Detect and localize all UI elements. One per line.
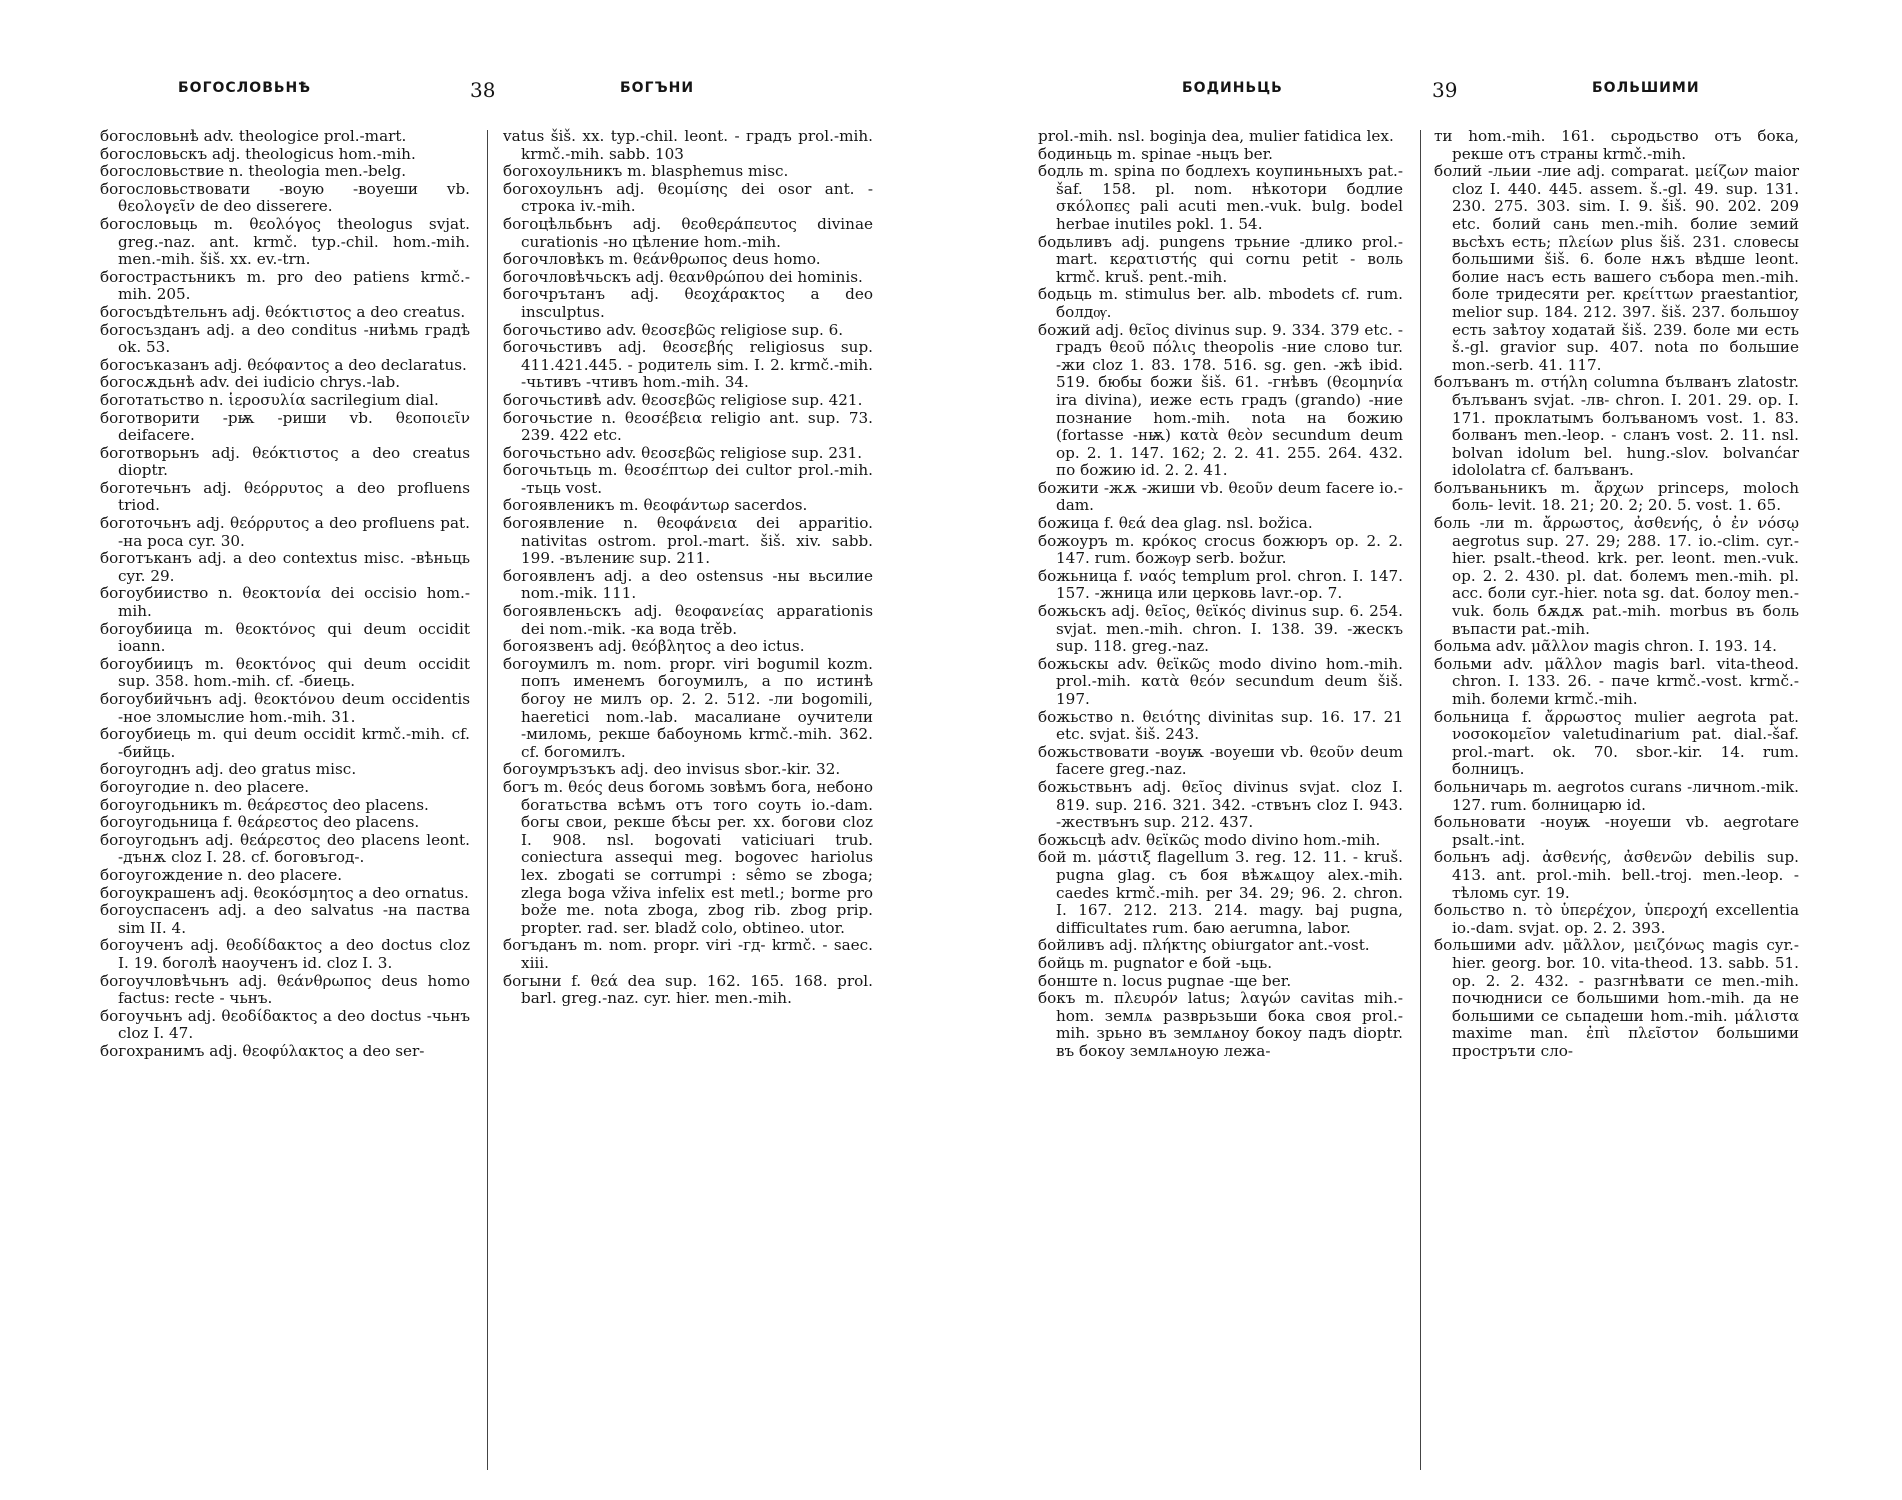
running-head-right: БОЛЬШИМИ bbox=[1592, 80, 1700, 96]
dictionary-entry: prol.-mih. nsl. boginja dea, mulier fatidica lex. bbox=[1038, 127, 1394, 145]
dictionary-entry: бонште n. locus pugnae -ще ber. bbox=[1038, 971, 1292, 990]
running-head-right: БОГЪНИ bbox=[620, 80, 695, 96]
dictionary-entry: больница f. ἄρρωστος mulier aegrota pat. νοσοκομεῖον valetudinarium pat. dial.-šaf. prol.-mart. ok. 70. sbor.-kir. 14. rum. болницъ. bbox=[1434, 707, 1799, 779]
dictionary-entry: божьсцѣ adv. θεϊκῶς modo divino hom.-mih. bbox=[1038, 830, 1381, 849]
dictionary-entry: богоуспасенъ adj. a deo salvatus -на паства sim II. 4. bbox=[100, 901, 470, 937]
dictionary-entry: богословьць m. θεολόγος theologus svjat. greg.-naz. ant. krmč. typ.-chil. hom.-mih. men.-mih. šiš. xx. ev.-trn. bbox=[100, 214, 470, 269]
running-head-left: БОДИНЬЦЬ bbox=[1182, 80, 1283, 96]
dictionary-entry: богоявленикъ m. θεοφάντωρ sacerdos. bbox=[503, 496, 808, 515]
dictionary-entry: богоявление n. θεοφάνεια dei apparitio. nativitas ostrom. prol.-mart. šiš. xiv. sabb. 199. -вълениѥ sup. 211. bbox=[503, 514, 873, 568]
right-page bbox=[1002, 0, 1902, 1500]
dictionary-entry: бокъ m. πλευρόν latus; λαγών cavitas mih.-hom. землѧ разврьзьши бока своя prol.-mih. зрьно въ землѧнοу бокоу падъ dioptr. въ бокоу землѧноую лежа- bbox=[1038, 989, 1403, 1060]
dictionary-entry: богоубиица m. θεοκτόνος qui deum occidit ioann. bbox=[100, 619, 470, 656]
dictionary-entry: боготворити -рѭ -риши vb. θεοποιεῖν deifacere. bbox=[100, 408, 470, 445]
page-number-right: 39 bbox=[1432, 78, 1458, 102]
column-divider bbox=[487, 130, 488, 1470]
dictionary-entry: богочьстиво adv. θεοσεβῶς religiose sup. 6. bbox=[503, 320, 844, 339]
dictionary-entry: богосъказанъ adj. θεόφαντος a deo declaratus. bbox=[100, 355, 467, 374]
dictionary-entry: богоубиицъ m. θεοκτόνος qui deum occidit sup. 358. hom.-mih. cf. -биець. bbox=[100, 654, 470, 691]
dictionary-entry: богъ m. θεός deus богомь зовѣмъ бога, небоно богатьства всѣмъ отъ того соуть io.-dam. богы свои, рекше бѣсы per. xx. богови cloz I. 908. nsl. bogovati vaticiuari trub. coniectura assequi meg. bogovec hariolus lex. zbogati se corrumpi : sêmo se zboga; zlega boga vživa infelix est metl.; borme pro bože me. nota zboga, zbog rib. zbog prip. propter. rad. ser. bladž colo, obtineo. utor. bbox=[503, 777, 873, 937]
dictionary-entry: божьскы adv. θεϊκῶς modo divino hom.-mih. prol.-mih. κατὰ θεόν secundum deum šiš. 197. bbox=[1038, 654, 1403, 708]
dictionary-entry: vatus šiš. xx. typ.-chil. leont. - градъ prol.-mih. krmč.-mih. sabb. 103 bbox=[503, 127, 873, 163]
column-1 bbox=[100, 128, 470, 1060]
dictionary-entry: богословьствовати -воую -воуеши vb. θεολογεῖν de deo disserere. bbox=[100, 179, 470, 216]
dictionary-entry: боготочьнъ adj. θεόρρυτος a deo profluens pat. -на роса cyr. 30. bbox=[100, 514, 470, 550]
dictionary-entry: богословьнѣ adv. theologice prol.-mart. bbox=[100, 127, 407, 145]
dictionary-entry: боль -ли m. ἄρρωστος, ἀσθενής, ὁ ἐν νόσῳ aegrotus sup. 27. 29; 288. 17. io.-clim. cyr.-hier. psalt.-theod. krk. per. leont. men.-vuk. op. 2. 2. 430. pl. dat. болемъ men.-mih. pl. acc. боли cyr.-hier. nota sg. dat. болоу men.-vuk. боль бѫдѫ pat.-mih. morbus въ боль въпасти pat.-mih. bbox=[1434, 514, 1799, 638]
dictionary-entry: богоцѣльбьнъ adj. θεοθεράπευτος divinae curationis -но цѣление hom.-mih. bbox=[503, 214, 873, 251]
column-divider bbox=[1420, 130, 1421, 1470]
dictionary-entry: болъваньникъ m. ἄρχων princeps, moloch боль- levit. 18. 21; 20. 2; 20. 5. vost. 1. 65. bbox=[1434, 478, 1799, 515]
dictionary-entry: божьствьнъ adj. θεῖος divinus svjat. cloz I. 819. sup. 216. 321. 342. -ствънъ cloz I. 943. -жествънъ sup. 212. 437. bbox=[1038, 777, 1403, 832]
dictionary-entry: ти hom.-mih. 161. сьродьство отъ бока, рекше отъ страны krmč.-mih. bbox=[1434, 127, 1799, 163]
dictionary-entry: богоугоднъ adj. deo gratus misc. bbox=[100, 760, 357, 779]
dictionary-entry: божьство n. θειότης divinitas sup. 16. 17. 21 etc. svjat. šiš. 243. bbox=[1038, 707, 1403, 744]
dictionary-entry: боготъканъ adj. a deo contextus misc. -вѣньць cyr. 29. bbox=[100, 549, 470, 585]
dictionary-entry: богословьствие n. theologia men.-belg. bbox=[100, 162, 407, 181]
dictionary-entry: богоумръзъкъ adj. deo invisus sbor.-kir. 32. bbox=[503, 760, 841, 779]
dictionary-entry: большими adv. μᾶλλον, μειζόνως magis cyr.-hier. georg. bor. 10. vita-theod. 13. sabb. 51. op. 2. 2. 432. - разгнѣвати се men.-mih. почюдниси се большими hom.-mih. да не большими се сьпадеши hom.-mih. μάλιστα maxime man. ἐπὶ πλεῖστον большими простръти сло- bbox=[1434, 936, 1799, 1060]
dictionary-entry: богохоульникъ m. blasphemus misc. bbox=[503, 162, 789, 181]
dictionary-entry: богочловѣкъ m. θεάνθρωπος deus homo. bbox=[503, 250, 821, 269]
dictionary-entry: божий adj. θεῖος divinus sup. 9. 334. 379 etc. - градъ θεοῦ πόλις theopolis -ние слово tur. -жи cloz 1. 83. 178. 516. sg. gen. -жѣ ibid. 519. бюбы божи šiš. 61. -гнѣвъ (θεομηνία ira divina), иеже есть градъ (grando) -ние познание hom.-mih. nota на божию (fortasse -нѭ) κατὰ θεὸν secundum deum op. 2. 1. 147. 162; 2. 2. 41. 255. 264. 432. по божию id. 2. 2. 41. bbox=[1038, 320, 1403, 480]
dictionary-entry: боготечьнъ adj. θεόρρυτος a deo profluens triod. bbox=[100, 478, 470, 515]
page-number-left: 38 bbox=[470, 78, 496, 102]
dictionary-entry: бодьливъ adj. pungens трьние -длико prol.-mart. κερατιστής qui cornu petit - воль krmč. kruš. pent.-mih. bbox=[1038, 232, 1403, 286]
dictionary-entry: божьствовати -воуѭ -воуеши vb. θεοῦν deum facere greg.-naz. bbox=[1038, 742, 1403, 779]
column-2 bbox=[503, 128, 873, 1008]
dictionary-entry: богохоульнъ adj. θεομίσης dei osor ant. - строка iv.-mih. bbox=[503, 179, 873, 216]
dictionary-entry: богочьстивъ adj. θεοσεβής religiosus sup. 411.421.445. - родитель sim. I. 2. krmč.-mih. -чьтивъ -чтивъ hom.-mih. 34. bbox=[503, 338, 873, 392]
dictionary-entry: богочрътанъ adj. θεοχάρακτος a deo insculptus. bbox=[503, 285, 873, 321]
dictionary-entry: богоявленьскъ adj. θεοφανείας apparationis dei nom.-mik. -ка вода trěb. bbox=[503, 602, 873, 638]
dictionary-entry: божоуръ m. κρόκος crocus божюръ op. 2. 2. 147. rum. божѹр serb. božur. bbox=[1038, 531, 1403, 568]
dictionary-entry: богоучьнъ adj. θεοδίδακτος a deo doctus -чьнъ cloz I. 47. bbox=[100, 1006, 470, 1043]
dictionary-entry: богъданъ m. nom. propr. viri -гд- krmč. - saec. xiii. bbox=[503, 936, 873, 972]
dictionary-entry: больство n. τὸ ὑπερέχον, ὑπεροχή excellentia io.-dam. svjat. op. 2. 2. 393. bbox=[1434, 901, 1799, 937]
dictionary-entry: богоубиець m. qui deum occidit krmč.-mih. cf. -бийць. bbox=[100, 725, 470, 761]
dictionary-entry: богосъзданъ adj. a deo conditus -ниѣмь градѣ ok. 53. bbox=[100, 320, 470, 357]
dictionary-entry: боготатьство n. ἱεροσυλία sacrilegium dial. bbox=[100, 390, 439, 409]
dictionary-entry: богочьстьно adv. θεοσεβῶς religiose sup. 231. bbox=[503, 443, 863, 462]
dictionary-entry: богохранимъ adj. θεοφύλακτος a deo ser- bbox=[100, 1041, 425, 1060]
dictionary-entry: бодль m. spina по бодлехъ коупиньныхъ pat.-šaf. 158. pl. nom. нѣкотори бодлие σκόλοπες pali acuti men.-vuk. bulg. bodel herbae inutiles pokl. 1. 54. bbox=[1038, 162, 1403, 233]
dictionary-entry: богострастьникъ m. pro deo patiens krmč.-mih. 205. bbox=[100, 267, 470, 304]
dictionary-entry: богоукрашенъ adj. θεοκόσμητος a deo ornatus. bbox=[100, 883, 469, 902]
dictionary-entry: бодьць m. stimulus ber. alb. mbodets cf. rum. болдѹ. bbox=[1038, 285, 1403, 321]
column-3 bbox=[1038, 128, 1403, 1060]
dictionary-entry: богоубииство n. θεοκτονία dei occisio hom.-mih. bbox=[100, 584, 470, 621]
dictionary-entry: богочьстие n. θεοσέβεια religio ant. sup. 73. 239. 422 etc. bbox=[503, 408, 873, 445]
dictionary-entry: божити -жѫ -жиши vb. θεοῦν deum facere io.-dam. bbox=[1038, 478, 1403, 515]
dictionary-entry: богословьскъ adj. theologicus hom.-mih. bbox=[100, 144, 416, 163]
dictionary-entry: богоумилъ m. nom. propr. viri bogumil kozm. попъ именемъ богоумилъ, а по истинѣ богоу не милъ op. 2. 2. 512. -ли bogomili, haeretici nom.-lab. масалиане оучители -миломь, рекше бабоуномь krmč.-mih. 362. cf. богомилъ. bbox=[503, 654, 873, 761]
dictionary-entry: богоугодьница f. θεάρεστος deo placens. bbox=[100, 813, 420, 832]
column-4 bbox=[1434, 128, 1799, 1060]
dictionary-entry: богосѫдьнѣ adv. dei iudicio chrys.-lab. bbox=[100, 373, 401, 392]
dictionary-entry: болъванъ m. στήλη columna бълванъ zlatostr. бълъванъ svjat. -лв- chron. I. 201. 29. op. I. 171. проклатымъ болъваномъ vost. 1. 83. болванъ men.-leop. - сланъ vost. 2. 11. nsl. bolvan idolum bel. hung.-slov. bolvanćar idololatra cf. балъванъ. bbox=[1434, 373, 1799, 480]
dictionary-entry: богочьстивѣ adv. θεοσεβῶς religiose sup. 421. bbox=[503, 390, 863, 409]
dictionary-entry: бой m. μάστιξ flagellum 3. reg. 12. 11. - kruš. pugna glag. съ боя вѣжѧщоу alex.-mih. caedes krmč.-mih. per 34. 29; 96. 2. chron. I. 167. 212. 213. 214. magy. baj pugna, difficultates rum. баю aerumna, labor. bbox=[1038, 848, 1403, 937]
dictionary-entry: богосъдѣтельнъ adj. θεόκτιστος a deo creatus. bbox=[100, 302, 466, 321]
dictionary-entry: божица f. θεά dea glag. nsl. božica. bbox=[1038, 514, 1313, 533]
dictionary-entry: бодиньць m. spinae -ньцъ ber. bbox=[1038, 144, 1274, 163]
dictionary-entry: богочьтьць m. θεοσέπτωρ dei cultor prol.-mih. -тьць vost. bbox=[503, 461, 873, 497]
dictionary-entry: бойць m. pugnator e бой -ьць. bbox=[1038, 953, 1273, 972]
dictionary-entry: богоугодие n. deo placere. bbox=[100, 777, 310, 796]
dictionary-entry: богоученъ adj. θεοδίδακτος a deo doctus cloz I. 19. боголѣ наоученъ id. cloz I. 3. bbox=[100, 936, 470, 972]
dictionary-entry: больми adv. μᾶλλον magis barl. vita-theod. chron. I. 133. 26. - паче krmč.-vost. krmč.-mih. болеми krmč.-mih. bbox=[1434, 654, 1799, 708]
dictionary-entry: богоязвенъ adj. θεόβλητος a deo ictus. bbox=[503, 637, 805, 656]
dictionary-entry: богыни f. θεά dea sup. 162. 165. 168. prol. barl. greg.-naz. cyr. hier. men.-mih. bbox=[503, 971, 873, 1008]
dictionary-entry: бойливъ adj. πλήκτης obiurgator ant.-vost. bbox=[1038, 936, 1370, 955]
dictionary-entry: больновати -ноуѭ -ноуеши vb. aegrotare psalt.-int. bbox=[1434, 813, 1799, 849]
dictionary-entry: богоугодьникъ m. θεάρεστος deo placens. bbox=[100, 795, 429, 814]
dictionary-entry: богоугодьнъ adj. θεάρεστος deo placens leont. -дънѫ cloz I. 28. cf. боговъгод-. bbox=[100, 830, 470, 867]
running-head-left: БОГОСЛОВЬНѢ bbox=[178, 80, 312, 96]
dictionary-entry: богоучловѣчьнъ adj. θεάνθρωπος deus homo factus: recte - чьнъ. bbox=[100, 971, 470, 1008]
dictionary-entry: болий -льии -лие adj. comparat. μείζων maior cloz I. 440. 445. assem. š.-gl. 49. sup. 131. 230. 275. 303. sim. I. 9. šiš. 90. 202. 209 etc. болий сань men.-mih. болие земий вьсѣхъ есть; πλείων plus šiš. 231. словесы большими šiš. 6. боле нѫъ вѣдше leont. болие насъ есть вашего събора men.-mih. боле тридесяти per. κρείττων praestantior, melior sup. 184. 212. 397. šiš. 237. большоу есть заѣтоу ходатай šiš. 239. боле ми есть š.-gl. gravior sup. 407. nota по большие mon.-serb. 41. 117. bbox=[1434, 162, 1799, 374]
dictionary-entry: богочловѣчьскъ adj. θεανθρώπου dei hominis. bbox=[503, 267, 863, 286]
dictionary-entry: богоугождение n. deo placere. bbox=[100, 865, 343, 884]
dictionary-entry: божьница f. ναός templum prol. chron. I. 147. 157. -жница или церковь lavr.-op. 7. bbox=[1038, 566, 1403, 603]
dictionary-entry: божьскъ adj. θεῖος, θεϊκός divinus sup. 6. 254. svjat. men.-mih. chron. I. 138. 39. -жескъ sup. 118. greg.-naz. bbox=[1038, 602, 1403, 656]
dictionary-entry: боготворьнъ adj. θεόκτιστος a deo creatus dioptr. bbox=[100, 443, 470, 480]
dictionary-entry: больнъ adj. ἀσθενής, ἀσθενῶν debilis sup. 413. ant. prol.-mih. bell.-troj. men.-leop. - тѣломь cyr. 19. bbox=[1434, 848, 1799, 902]
dictionary-entry: богоубийчьнъ adj. θεοκτόνου deum occidentis -ное зломыслие hom.-mih. 31. bbox=[100, 690, 470, 726]
dictionary-entry: больничарь m. aegrotos curans -личнom.-mik. 127. rum. болницарю id. bbox=[1434, 777, 1799, 814]
dictionary-entry: больма adv. μᾶλλον magis chron. I. 193. 14. bbox=[1434, 637, 1777, 656]
dictionary-entry: богоявленъ adj. a deo ostensus -ны вьсилие nom.-mik. 111. bbox=[503, 566, 873, 603]
